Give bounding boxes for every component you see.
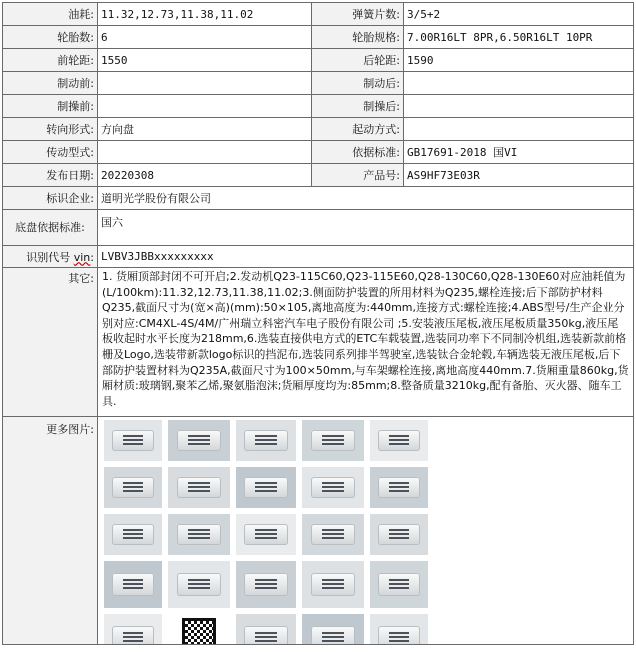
other-row [3, 268, 634, 417]
spec-label: 制操前: [3, 95, 98, 118]
spec-label: 轮胎规格: [312, 26, 404, 49]
spec-label: 制动后: [312, 72, 404, 95]
fridge-unit-shape [244, 430, 287, 451]
spec-value [404, 72, 634, 95]
spec-value: AS9HF73E03R [404, 164, 634, 187]
more-photos-cell [98, 417, 634, 645]
spec-label: 制动前: [3, 72, 98, 95]
grille-shape [322, 579, 344, 590]
photo-fridge-unit-1[interactable] [104, 420, 162, 461]
spec-row [3, 118, 634, 141]
grille-shape [389, 482, 410, 491]
grille-shape [389, 529, 410, 538]
fridge-unit-shape [378, 524, 420, 545]
photo-fridge-unit-21[interactable] [104, 614, 162, 645]
grille-shape [389, 632, 410, 643]
fridge-unit-shape [112, 430, 154, 451]
spec-value: 1550 [98, 49, 312, 72]
spec-value: 1590 [404, 49, 634, 72]
company-label: 标识企业: [3, 187, 98, 210]
fridge-unit-shape [244, 573, 287, 597]
photo-fridge-unit-20[interactable] [370, 561, 428, 608]
other-value: 1. 货厢顶部封闭不可开启;2.发动机Q23-115C60,Q23-115E60,Q28-130C60,Q28-130E60对应油耗值为(L/100km):11.32,12.73,11.38,11.02;3.侧面防护装置的所用材料为Q235,螺栓连接;后下部防护材料Q235,截面尺寸为(宽×高)(mm):50×105,离地高度为:440mm,连接方式:螺栓连接;4.ABS型号/生产企业分别对应:CM4XL-4S/4M/广州瑞立科密汽车电子股份有限公司 ;5.安装液压尾板,液压尾板质量350kg,液压尾板收起时水平长度为218mm,6.选装直接供电方式的ETC车载装置,选装同功率下不同制冷机组,选装新款前格栅及Logo,选装带新款logo标识的挡泥布,选装同系列排半驾驶室,选装钛合金轮毂,车辆选装无液压尾板,后下部防护装置材料为Q235A,截面尺寸为100×50mm,与车架螺栓连接,离地高度440mm.7.货厢重量860kg,货厢材质:玻璃钢,聚苯乙烯,聚氨脂泡沫;货厢厚度均为:85mm;8.整备质量3210kg,配有备胎、灭火器、随车工具. [98, 268, 634, 417]
fridge-unit-shape [244, 477, 287, 498]
spec-label: 制操后: [312, 95, 404, 118]
spec-row [3, 26, 634, 49]
grille-shape [255, 529, 277, 538]
photo-fridge-unit-11[interactable] [104, 514, 162, 555]
vin-label-vin: vin [73, 250, 91, 264]
chassis-row [3, 210, 634, 246]
other-label: 其它: [3, 268, 98, 417]
photo-fridge-unit-14[interactable] [302, 514, 364, 555]
spec-value [98, 95, 312, 118]
grille-shape [389, 435, 410, 444]
fridge-unit-shape [112, 477, 154, 498]
vin-label-suffix: : [90, 250, 94, 264]
photo-fridge-unit-17[interactable] [168, 561, 230, 608]
grille-shape [322, 529, 344, 538]
fridge-unit-shape [311, 477, 356, 498]
spec-value: 3/5+2 [404, 3, 634, 26]
spec-label: 后轮距: [312, 49, 404, 72]
spec-row [3, 3, 634, 26]
spec-value [98, 72, 312, 95]
chassis-value: 国六 [98, 210, 634, 246]
grille-shape [389, 579, 410, 590]
grille-shape [123, 529, 144, 538]
grille-shape [255, 632, 277, 643]
fridge-unit-shape [244, 524, 287, 545]
fridge-unit-shape [177, 573, 222, 597]
vin-row [3, 246, 634, 268]
fridge-unit-shape [311, 573, 356, 597]
photo-fridge-unit-4[interactable] [302, 420, 364, 461]
fridge-unit-shape [378, 573, 420, 597]
grille-shape [255, 579, 277, 590]
grille-shape [322, 435, 344, 444]
fridge-unit-shape [311, 524, 356, 545]
fridge-unit-shape [112, 626, 154, 645]
photo-fridge-unit-24[interactable] [370, 614, 428, 645]
photo-fridge-unit-13[interactable] [236, 514, 296, 555]
fridge-unit-shape [378, 626, 420, 645]
spec-value [404, 118, 634, 141]
photo-fridge-unit-2[interactable] [168, 420, 230, 461]
fridge-unit-shape [378, 477, 420, 498]
photo-qr-code[interactable] [168, 614, 230, 645]
photo-fridge-unit-9[interactable] [302, 467, 364, 508]
spec-row [3, 95, 634, 118]
grille-shape [322, 482, 344, 491]
spec-value: 7.00R16LT 8PR,6.50R16LT 10PR [404, 26, 634, 49]
grille-shape [322, 632, 344, 643]
photo-fridge-unit-8[interactable] [236, 467, 296, 508]
photo-fridge-unit-3[interactable] [236, 420, 296, 461]
photo-fridge-unit-7[interactable] [168, 467, 230, 508]
grille-shape [188, 482, 210, 491]
spec-value: 6 [98, 26, 312, 49]
grille-shape [188, 579, 210, 590]
company-value: 道明光学股份有限公司 [98, 187, 634, 210]
vin-value: LVBV3JBBxxxxxxxxx [98, 246, 634, 268]
fridge-unit-shape [311, 430, 356, 451]
grille-shape [123, 435, 144, 444]
fridge-unit-shape [311, 626, 356, 645]
spec-row [3, 72, 634, 95]
grille-shape [188, 529, 210, 538]
spec-label: 转向形式: [3, 118, 98, 141]
photo-gallery [101, 418, 633, 642]
photo-fridge-unit-16[interactable] [104, 561, 162, 608]
photo-fridge-unit-22[interactable] [236, 614, 296, 645]
photo-fridge-unit-12[interactable] [168, 514, 230, 555]
photo-fridge-unit-15[interactable] [370, 514, 428, 555]
qr-code-icon [182, 618, 216, 645]
fridge-unit-shape [177, 430, 222, 451]
more-photos-label: 更多图片: [3, 417, 98, 645]
photo-fridge-unit-18[interactable] [236, 561, 296, 608]
fridge-unit-shape [112, 524, 154, 545]
grille-shape [255, 435, 277, 444]
fridge-unit-shape [177, 477, 222, 498]
spec-label: 依据标准: [312, 141, 404, 164]
spec-value [98, 141, 312, 164]
fridge-unit-shape [177, 524, 222, 545]
spec-label: 弹簧片数: [312, 3, 404, 26]
spec-value: 11.32,12.73,11.38,11.02 [98, 3, 312, 26]
photo-fridge-unit-6[interactable] [104, 467, 162, 508]
chassis-label: 底盘依据标准: [3, 210, 98, 246]
photo-fridge-unit-19[interactable] [302, 561, 364, 608]
grille-shape [123, 632, 144, 643]
spec-row [3, 141, 634, 164]
spec-value [404, 95, 634, 118]
spec-label: 轮胎数: [3, 26, 98, 49]
grille-shape [123, 482, 144, 491]
fridge-unit-shape [378, 430, 420, 451]
photo-fridge-unit-10[interactable] [370, 467, 428, 508]
photo-fridge-unit-5[interactable] [370, 420, 428, 461]
spec-label: 油耗: [3, 3, 98, 26]
spec-row [3, 49, 634, 72]
company-row [3, 187, 634, 210]
spec-label: 发布日期: [3, 164, 98, 187]
grille-shape [255, 482, 277, 491]
vin-label-prefix: 识别代号 [26, 250, 74, 264]
spec-row [3, 164, 634, 187]
photo-fridge-unit-23[interactable] [302, 614, 364, 645]
grille-shape [123, 579, 144, 590]
spec-label: 产品号: [312, 164, 404, 187]
fridge-unit-shape [112, 573, 154, 597]
spec-label: 前轮距: [3, 49, 98, 72]
spec-value: 20220308 [98, 164, 312, 187]
grille-shape [188, 435, 210, 444]
spec-value: GB17691-2018 国VI [404, 141, 634, 164]
spec-label: 起动方式: [312, 118, 404, 141]
spec-value: 方向盘 [98, 118, 312, 141]
more-photos-row [3, 417, 634, 645]
vin-label [3, 246, 98, 268]
fridge-unit-shape [244, 626, 287, 645]
spec-table [2, 2, 634, 645]
spec-label: 传动型式: [3, 141, 98, 164]
